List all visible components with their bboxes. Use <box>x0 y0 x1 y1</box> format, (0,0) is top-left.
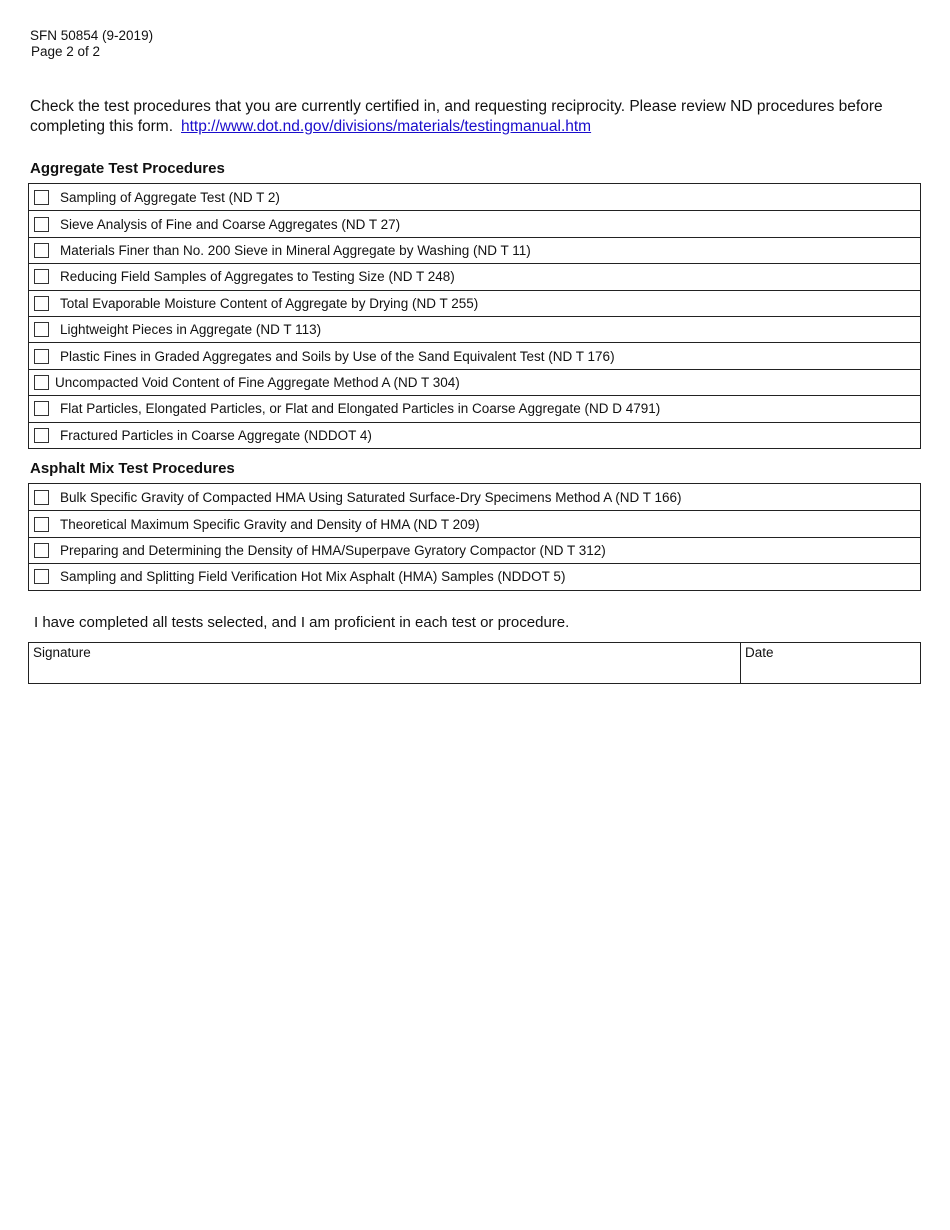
procedure-checkbox[interactable] <box>34 296 49 311</box>
signature-field[interactable] <box>29 643 741 683</box>
procedure-row <box>29 316 920 342</box>
procedure-row <box>29 210 920 236</box>
procedure-label: Lightweight Pieces in Aggregate (ND T 113) <box>60 322 322 338</box>
date-field[interactable] <box>741 643 920 683</box>
procedure-label: Reducing Field Samples of Aggregates to Testing Size (ND T 248) <box>60 269 455 285</box>
procedure-row <box>29 342 920 368</box>
procedure-checkbox[interactable] <box>34 543 49 558</box>
procedure-label: Plastic Fines in Graded Aggregates and Soils by Use of the Sand Equivalent Test (ND T 176) <box>60 348 615 364</box>
procedure-row <box>29 290 920 316</box>
aggregate-procedures-table <box>28 183 921 449</box>
procedure-label: Sieve Analysis of Fine and Coarse Aggregates (ND T 27) <box>60 216 401 232</box>
procedure-checkbox[interactable] <box>34 490 49 505</box>
signature-label: Signature <box>33 645 91 660</box>
procedure-row <box>29 237 920 263</box>
procedure-label: Total Evaporable Moisture Content of Aggregate by Drying (ND T 255) <box>60 295 479 311</box>
procedure-row <box>29 422 920 448</box>
intro-text: Check the test procedures that you are currently certified in, and requesting reciprocity. Please review ND procedures before completing this form. <box>30 98 883 135</box>
procedure-row <box>29 369 920 395</box>
procedure-row <box>29 184 920 210</box>
procedure-checkbox[interactable] <box>34 375 49 390</box>
procedure-checkbox[interactable] <box>34 349 49 364</box>
procedure-checkbox[interactable] <box>34 217 49 232</box>
procedure-checkbox[interactable] <box>34 517 49 532</box>
procedure-label: Sampling of Aggregate Test (ND T 2) <box>60 189 280 205</box>
certification-statement: I have completed all tests selected, and I am proficient in each test or procedure. <box>34 614 570 631</box>
procedure-checkbox[interactable] <box>34 269 49 284</box>
procedure-label: Materials Finer than No. 200 Sieve in Mineral Aggregate by Washing (ND T 11) <box>60 242 531 258</box>
procedure-row <box>29 537 920 563</box>
procedure-checkbox[interactable] <box>34 569 49 584</box>
procedure-row <box>29 263 920 289</box>
asphalt-procedures-table <box>28 483 921 591</box>
procedure-checkbox[interactable] <box>34 428 49 443</box>
date-label: Date <box>745 645 774 660</box>
form-id: SFN 50854 (9-2019) <box>30 28 154 43</box>
procedure-label: Theoretical Maximum Specific Gravity and Density of HMA (ND T 209) <box>60 516 480 532</box>
procedure-checkbox[interactable] <box>34 243 49 258</box>
procedure-label: Uncompacted Void Content of Fine Aggregate Method A (ND T 304) <box>55 374 460 390</box>
page-number: Page 2 of 2 <box>31 44 101 59</box>
signature-table <box>28 642 921 684</box>
aggregate-section-title: Aggregate Test Procedures <box>30 160 225 177</box>
asphalt-section-title: Asphalt Mix Test Procedures <box>30 460 235 477</box>
procedure-checkbox[interactable] <box>34 190 49 205</box>
procedure-checkbox[interactable] <box>34 401 49 416</box>
procedure-row <box>29 510 920 536</box>
procedure-label: Preparing and Determining the Density of HMA/Superpave Gyratory Compactor (ND T 312) <box>60 542 606 558</box>
procedure-checkbox[interactable] <box>34 322 49 337</box>
intro-paragraph <box>30 97 910 136</box>
procedure-row <box>29 395 920 421</box>
procedure-label: Flat Particles, Elongated Particles, or Flat and Elongated Particles in Coarse Aggregate (ND D 4791) <box>60 401 661 417</box>
testing-manual-link[interactable]: http://www.dot.nd.gov/divisions/materials/testingmanual.htm <box>181 117 592 135</box>
procedure-label: Sampling and Splitting Field Verification Hot Mix Asphalt (HMA) Samples (NDDOT 5) <box>60 569 566 585</box>
procedure-row <box>29 484 920 510</box>
procedure-row <box>29 563 920 589</box>
procedure-label: Fractured Particles in Coarse Aggregate (NDDOT 4) <box>60 427 372 443</box>
procedure-label: Bulk Specific Gravity of Compacted HMA Using Saturated Surface-Dry Specimens Method A (ND T 166) <box>60 489 682 505</box>
